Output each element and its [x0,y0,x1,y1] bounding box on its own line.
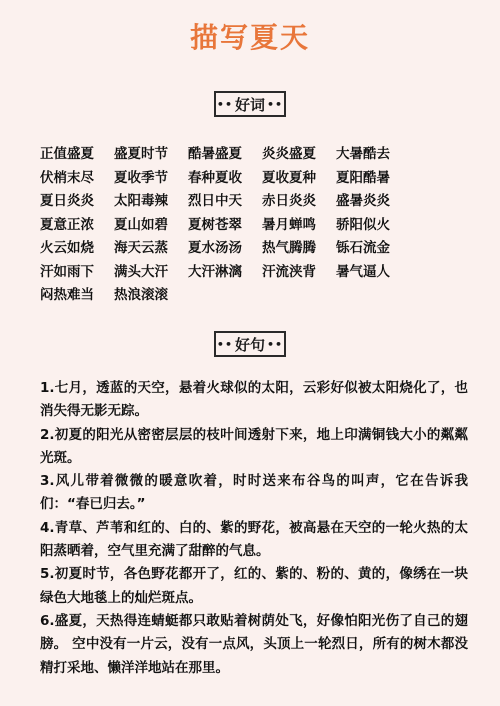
word-item: 赤日炎炎 [262,193,316,209]
word-item: 海天云蒸 [114,240,168,256]
word-item: 夏日炎炎 [40,193,94,209]
word-item: 热气腾腾 [262,240,316,256]
word-item: 满头大汗 [114,263,168,280]
word-list [40,143,470,308]
word-item: 铄石流金 [336,240,390,256]
word-item: 夏水汤汤 [188,240,242,256]
word-item: 大汗淋漓 [188,263,242,280]
word-item: 闷热难当 [40,287,94,303]
section-dots-left: •• [216,97,233,111]
word-item: 火云如烧 [40,240,94,256]
section-label: 好句 [234,335,265,354]
word-item: 骄阳似火 [336,216,390,233]
word-item: 大暑酷去 [336,146,390,162]
word-item: 夏山如碧 [114,216,168,233]
section-label: 好词 [234,95,265,114]
word-item: 夏收夏种 [262,169,316,186]
page-title: 描写夏天 [189,21,310,54]
word-item: 炎炎盛夏 [262,146,316,162]
word-item: 热浪滚滚 [114,287,168,303]
sentence-item: 4.青草、芦苇和红的、白的、紫的野花，被高悬在天空的一轮火热的太阳蒸晒着，空气里充满了甜醉的气息。 [40,519,468,560]
word-item: 夏阳酷暑 [336,169,390,186]
section-dots-left: •• [216,337,233,351]
section-dots-right: •• [267,337,284,351]
word-item: 太阳毒辣 [114,193,168,209]
section-header-good-words [214,91,286,117]
sentence-item: 6.盛夏，天热得连蜻蜓都只敢贴着树荫处飞，好像怕阳光伤了自己的翅膀。 空中没有一片云，没有一点风，头顶上一轮烈日，所有的树木都没精打采地、懒洋洋地站在那里。 [40,612,468,676]
section-header-good-sentences [214,331,286,357]
word-item: 酷暑盛夏 [188,146,242,162]
section-dots-right: •• [267,97,284,111]
word-item: 暑气逼人 [336,263,390,280]
sentence-item: 3.风儿带着微微的暖意吹着，时时送来布谷鸟的叫声，它在告诉我们：“春已归去。” [40,473,468,513]
word-item: 暑月蝉鸣 [262,216,316,233]
word-item: 正值盛夏 [40,146,94,162]
word-item: 夏意正浓 [40,216,94,233]
word-item: 盛夏时节 [114,146,168,162]
word-item: 烈日中天 [188,193,242,209]
word-item: 夏收季节 [114,169,168,186]
word-item: 汗如雨下 [40,263,94,280]
sentence-item: 2.初夏的阳光从密密层层的枝叶间透射下来，地上印满铜钱大小的粼粼光斑。 [40,426,468,466]
word-item: 盛暑炎炎 [336,193,390,209]
word-item: 汗流浃背 [262,263,316,280]
sentence-item: 1.七月，透蓝的天空，悬着火球似的太阳，云彩好似被太阳烧化了，也消失得无影无踪。 [40,380,468,420]
word-item: 春种夏收 [188,169,242,186]
sentence-list [40,377,468,680]
word-item: 伏梢末尽 [40,169,94,186]
word-item: 夏树苍翠 [188,216,242,233]
sentence-item: 5.初夏时节，各色野花都开了，红的、紫的、粉的、黄的，像绣在一块绿色大地毯上的灿烂斑点。 [40,566,468,606]
